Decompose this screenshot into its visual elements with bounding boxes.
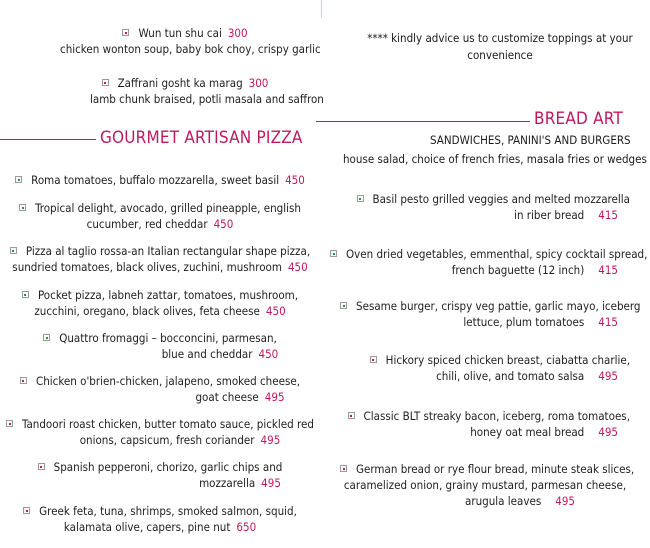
menu-item xyxy=(340,298,641,330)
menu-item xyxy=(340,352,630,384)
item-description: chicken wonton soup, baby bok choy, crispy garlic xyxy=(60,42,321,56)
item-text: Classic BLT streaky bacon, iceberg, roma tomatoes, xyxy=(363,409,630,423)
item-name: Wun tun shu cai xyxy=(138,26,222,40)
menu-item xyxy=(60,25,321,57)
item-text: mozzarella xyxy=(199,476,256,490)
item-price: 495 xyxy=(598,425,618,439)
item-price: 450 xyxy=(265,304,286,318)
item-description: lamb chunk braised, potli masala and saffron xyxy=(90,92,324,106)
item-text: blue and cheddar xyxy=(161,347,253,361)
item-text: caramelized onion, grainy mustard, parmesan cheese, xyxy=(343,478,627,492)
menu-item xyxy=(340,408,630,440)
menu-item xyxy=(10,373,310,405)
item-text: Tandoori roast chicken, butter tomato sauce, pickled red xyxy=(22,417,314,431)
item-text: french baguette (12 inch) xyxy=(451,263,585,277)
item-text: Spanish pepperoni, chorizo, garlic chips and xyxy=(53,460,283,474)
item-text: Sesame burger, crispy veg pattie, garlic mayo, iceberg xyxy=(356,299,641,313)
item-text: chili, olive, and tomato salsa xyxy=(436,369,585,383)
item-text: Quattro fromaggi – bocconcini, parmesan, xyxy=(59,331,277,345)
item-price: 495 xyxy=(264,390,285,404)
item-price: 300 xyxy=(227,26,248,40)
item-price: 650 xyxy=(236,520,257,534)
menu-item xyxy=(5,243,315,275)
nonveg-indicator-icon xyxy=(6,420,13,427)
item-text: sundried tomatoes, black olives, zuchini, mushroom xyxy=(12,260,282,274)
item-text: honey oat meal bread xyxy=(470,425,585,439)
veg-indicator-icon xyxy=(43,334,50,341)
section-heading-bread: BREAD ART xyxy=(534,109,623,129)
nonveg-indicator-icon xyxy=(122,29,129,36)
item-text: Tropical delight, avocado, grilled pineapple, english xyxy=(35,201,301,215)
veg-indicator-icon xyxy=(22,291,29,298)
nonveg-indicator-icon xyxy=(20,377,27,384)
item-text: Chicken o'brien-chicken, jalapeno, smoked cheese, xyxy=(35,374,300,388)
item-text: arugula leaves xyxy=(465,494,542,508)
section-rule xyxy=(0,139,96,140)
menu-item xyxy=(5,416,315,448)
item-text: German bread or rye flour bread, minute steak slices, xyxy=(356,462,635,476)
item-price: 415 xyxy=(598,263,618,277)
veg-indicator-icon xyxy=(15,176,22,183)
nonveg-indicator-icon xyxy=(340,465,347,472)
nonveg-indicator-icon xyxy=(348,412,355,419)
note-line: convenience xyxy=(467,48,533,62)
item-price: 495 xyxy=(598,369,618,383)
section-description: house salad, choice of french fries, masala fries or wedges xyxy=(343,152,647,166)
menu-item xyxy=(10,459,310,491)
menu-item xyxy=(10,330,310,362)
note-line: **** kindly advice us to customize toppings at your xyxy=(367,31,633,45)
menu-item xyxy=(340,461,635,509)
item-price: 495 xyxy=(555,494,575,508)
menu-item xyxy=(10,172,310,188)
column-divider xyxy=(321,0,322,18)
item-text: kalamata olive, capers, pine nut xyxy=(63,520,231,534)
nonveg-indicator-icon xyxy=(23,507,30,514)
veg-indicator-icon xyxy=(10,247,17,254)
menu-item xyxy=(10,503,310,535)
item-price: 415 xyxy=(598,315,618,329)
item-text: Oven dried vegetables, emmenthal, spicy cocktail spread, xyxy=(346,247,648,261)
veg-indicator-icon xyxy=(340,302,347,309)
menu-item xyxy=(340,191,630,223)
item-text: onions, capsicum, fresh coriander xyxy=(79,433,255,447)
item-price: 495 xyxy=(261,476,281,490)
menu-item xyxy=(10,287,310,319)
item-price: 450 xyxy=(287,260,308,274)
item-text: Hickory spiced chicken breast, ciabatta charlie, xyxy=(385,353,630,367)
item-price: 495 xyxy=(260,433,281,447)
section-rule xyxy=(316,121,530,122)
item-text: Greek feta, tuna, shrimps, smoked salmon, squid, xyxy=(39,504,297,518)
section-heading-pizza: GOURMET ARTISAN PIZZA xyxy=(100,128,303,148)
item-text: cucumber, red cheddar xyxy=(86,217,208,231)
section-subheading: SANDWICHES, PANINI'S AND BURGERS xyxy=(430,133,631,147)
item-price: 300 xyxy=(248,76,269,90)
veg-indicator-icon xyxy=(357,195,364,202)
item-text: Pizza al taglio rossa-an Italian rectangular shape pizza, xyxy=(25,244,311,258)
veg-indicator-icon xyxy=(330,250,337,257)
item-price: 450 xyxy=(285,173,305,187)
item-text: in riber bread xyxy=(514,208,585,222)
veg-indicator-icon xyxy=(19,204,26,211)
item-price: 450 xyxy=(213,217,234,231)
item-text: lettuce, plum tomatoes xyxy=(463,315,585,329)
toppings-note xyxy=(355,30,645,64)
item-text: zucchini, oregano, black olives, feta cheese xyxy=(34,304,260,318)
item-price: 415 xyxy=(598,208,618,222)
nonveg-indicator-icon xyxy=(38,463,45,470)
menu-item xyxy=(330,246,648,278)
nonveg-indicator-icon xyxy=(102,79,109,86)
nonveg-indicator-icon xyxy=(370,356,377,363)
item-text: Roma tomatoes, buffalo mozzarella, sweet basil xyxy=(31,173,280,187)
item-text: goat cheese xyxy=(195,390,259,404)
menu-item xyxy=(10,200,310,232)
menu-item xyxy=(90,75,324,107)
item-price: 450 xyxy=(258,347,279,361)
item-name: Zaffrani gosht ka marag xyxy=(117,76,243,90)
item-text: Basil pesto grilled veggies and melted mozzarella xyxy=(372,192,630,206)
item-text: Pocket pizza, labneh zattar, tomatoes, mushroom, xyxy=(37,288,299,302)
